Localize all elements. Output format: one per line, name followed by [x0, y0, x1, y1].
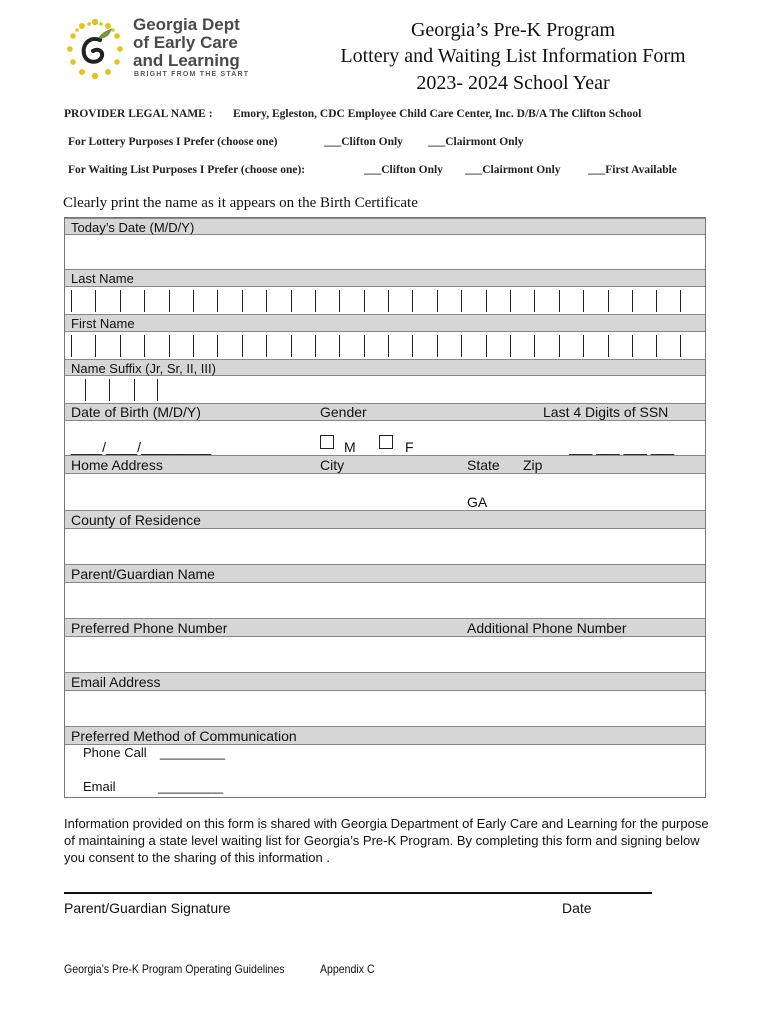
org-name: Georgia Dept of Early Care and Learning [133, 15, 240, 70]
phone-call-label: Phone Call [83, 745, 147, 760]
application-form [64, 217, 706, 798]
gender-label: Gender [320, 404, 367, 420]
phone-band [65, 618, 705, 637]
preferred-phone-label: Preferred Phone Number [71, 620, 228, 636]
last-name-boxes[interactable] [71, 290, 681, 312]
gender-male-checkbox[interactable] [320, 435, 334, 449]
dob-label: Date of Birth (M/D/Y) [71, 404, 201, 420]
city-field[interactable] [317, 474, 457, 510]
footer-guidelines: Georgia’s Pre-K Program Operating Guidelines [64, 962, 285, 976]
dob-field[interactable]: ____/____/_________ [71, 439, 212, 455]
form-title-year: 2023- 2024 School Year [416, 72, 610, 94]
city-label: City [320, 457, 345, 473]
county-field[interactable] [65, 529, 705, 564]
county-band [65, 510, 705, 529]
todays-date-label: Today’s Date (M/D/Y) [71, 220, 195, 235]
lottery-option-clairmont[interactable]: ___Clairmont Only [428, 136, 524, 148]
email-band [65, 672, 705, 691]
form-title-name: Lottery and Waiting List Information Form [340, 45, 686, 67]
lottery-option-clifton[interactable]: ___Clifton Only [324, 136, 403, 148]
state-label: State [467, 457, 500, 473]
communication-label: Preferred Method of Communication [71, 728, 297, 744]
first-name-label: First Name [71, 316, 135, 331]
communication-band [65, 726, 705, 745]
zip-field[interactable] [521, 474, 701, 510]
signature-line[interactable] [64, 892, 652, 894]
name-suffix-band [65, 359, 705, 376]
gdecal-logo [60, 16, 130, 82]
provider-value: Emory, Egleston, CDC Employee Child Care Center, Inc. D/B/A The Clifton School [233, 108, 642, 120]
parent-name-band [65, 564, 705, 583]
preferred-phone-field[interactable] [65, 637, 460, 672]
form-title-program: Georgia’s Pre-K Program [410, 19, 616, 41]
last-name-label: Last Name [71, 271, 134, 286]
email-option-choice[interactable]: _________ [158, 779, 224, 794]
ssn-field[interactable]: ___ ___ ___ ___ [569, 439, 675, 455]
name-suffix-label: Name Suffix (Jr, Sr, II, III) [71, 361, 216, 376]
todays-date-band [65, 218, 705, 235]
email-option-label: Email [83, 779, 116, 794]
additional-phone-field[interactable] [465, 637, 701, 672]
gender-female-checkbox[interactable] [379, 435, 393, 449]
name-suffix-boxes[interactable] [85, 379, 158, 401]
waiting-option-clairmont[interactable]: ___Clairmont Only [465, 164, 561, 176]
ssn-label: Last 4 Digits of SSN [543, 404, 669, 420]
additional-phone-label: Additional Phone Number [467, 620, 627, 636]
phone-call-choice[interactable]: _________ [160, 745, 226, 760]
lottery-prompt: For Lottery Purposes I Prefer (choose one) [68, 136, 278, 148]
waiting-option-clifton[interactable]: ___Clifton Only [364, 164, 443, 176]
todays-date-field[interactable] [65, 235, 705, 269]
provider-label: PROVIDER LEGAL NAME : [64, 108, 213, 120]
dob-gender-ssn-band [65, 403, 705, 421]
county-label: County of Residence [71, 512, 201, 528]
parent-name-label: Parent/Guardian Name [71, 566, 215, 582]
home-address-field[interactable] [65, 474, 315, 510]
waiting-prompt: For Waiting List Purposes I Prefer (choose one): [68, 164, 306, 176]
footer-appendix: Appendix C [320, 962, 375, 976]
first-name-boxes[interactable] [71, 335, 681, 357]
waiting-option-first-available[interactable]: ___First Available [588, 164, 677, 176]
zip-label: Zip [523, 457, 543, 473]
state-value[interactable]: GA [467, 494, 488, 510]
signature-label: Parent/Guardian Signature [64, 900, 231, 916]
gender-female-label: F [405, 439, 414, 455]
home-address-label: Home Address [71, 457, 163, 473]
org-tagline: BRIGHT FROM THE START [134, 71, 250, 78]
gender-male-label: M [344, 439, 356, 455]
email-label: Email Address [71, 674, 161, 690]
consent-text: Information provided on this form is shared with Georgia Department of Early Care and Learning for the purpose of maintaining a state level waiting list for Georgia’s Pre-K Program. By completing this form and signing below you consent to the sharing of this information . [64, 816, 709, 865]
parent-name-field[interactable] [65, 583, 705, 618]
email-field[interactable] [65, 691, 705, 726]
date-label: Date [562, 900, 592, 916]
instruction-text: Clearly print the name as it appears on the Birth Certificate [63, 195, 418, 211]
last-name-band [65, 269, 705, 287]
address-band [65, 455, 705, 474]
first-name-band [65, 314, 705, 332]
